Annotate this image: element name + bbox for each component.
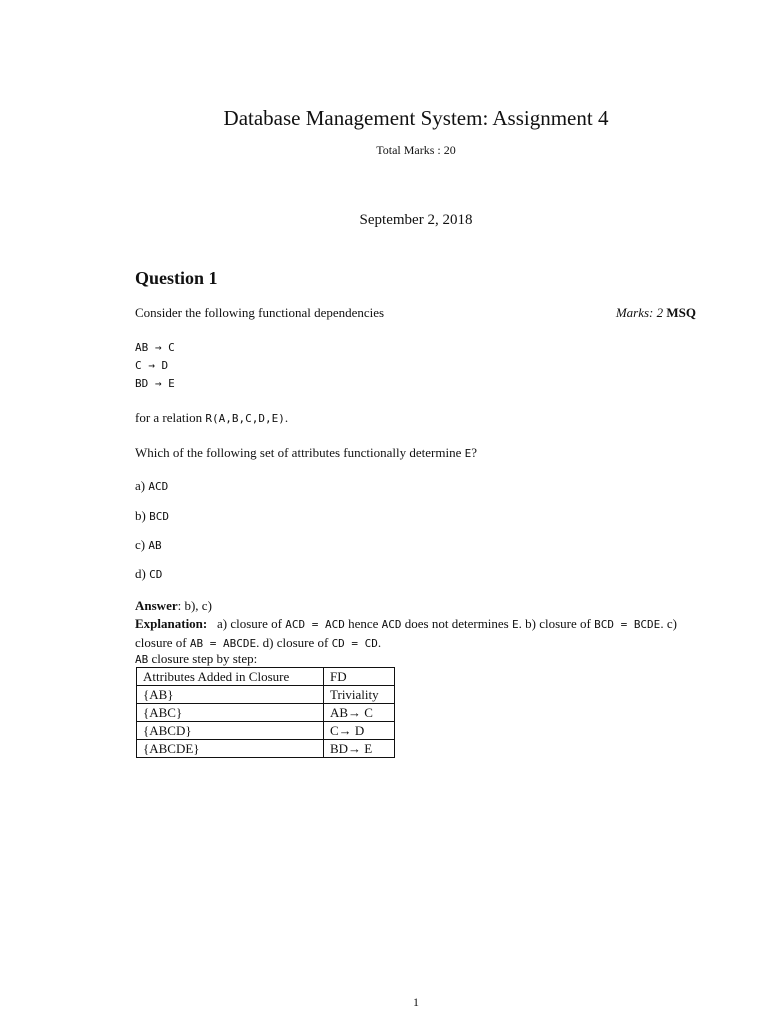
table-cell: {ABCDE} xyxy=(137,740,324,758)
ask-prefix: Which of the following set of attributes functionally determine xyxy=(135,445,465,460)
page-number: 1 xyxy=(413,995,419,1009)
explanation-text: . c) closure of xyxy=(135,616,681,650)
document-date: September 2, 2018 xyxy=(359,212,473,228)
relation-line xyxy=(135,410,288,426)
explanation-label: Explanation: xyxy=(135,616,208,631)
closure-steps-caption xyxy=(135,651,257,667)
functional-dependency: BD → E xyxy=(135,377,175,390)
explanation-text: . xyxy=(377,635,382,650)
relation-suffix: . xyxy=(284,410,289,425)
ask-suffix: ? xyxy=(471,445,478,460)
table-header: FD xyxy=(324,668,395,686)
closure-table xyxy=(136,667,395,758)
option-c xyxy=(135,537,162,553)
table-header-row xyxy=(137,668,395,686)
option-label: c) xyxy=(135,537,146,552)
option-label: d) xyxy=(135,566,146,581)
explanation-code: ACD = ACD xyxy=(285,618,345,631)
option-value: BCD xyxy=(149,510,169,523)
explanation-text: . b) closure of xyxy=(518,616,595,631)
table-row xyxy=(137,722,395,740)
table-row xyxy=(137,704,395,722)
table-row xyxy=(137,740,395,758)
steps-attribute: AB xyxy=(135,653,149,666)
explanation xyxy=(135,615,697,653)
table-cell: AB→ C xyxy=(324,704,395,722)
explanation-body xyxy=(135,616,680,650)
steps-text: closure step by step: xyxy=(148,651,258,666)
question-marks xyxy=(616,305,696,321)
option-value: ACD xyxy=(148,480,169,493)
explanation-text: hence xyxy=(344,616,382,631)
answer-value: : b), c) xyxy=(177,598,212,613)
ask-attribute: E xyxy=(464,447,472,460)
total-marks: Total Marks : 20 xyxy=(376,143,456,157)
explanation-text: does not determines xyxy=(401,616,512,631)
marks-label: Marks: 2 xyxy=(615,305,664,320)
explanation-code: E xyxy=(512,618,519,631)
explanation-code: BCD = BCDE xyxy=(594,618,661,631)
option-b xyxy=(135,508,169,524)
option-label: b) xyxy=(135,508,146,523)
table-cell: {ABC} xyxy=(137,704,324,722)
explanation-code: ACD xyxy=(381,618,402,631)
question-type: MSQ xyxy=(666,305,696,320)
answer-label: Answer xyxy=(135,598,178,613)
relation-schema: R(A,B,C,D,E) xyxy=(205,412,285,425)
document-title: Database Management System: Assignment 4 xyxy=(223,106,609,130)
option-a xyxy=(135,478,168,494)
option-value: CD xyxy=(149,568,163,581)
explanation-text: a) closure of xyxy=(207,616,286,631)
question-prompt: Consider the following functional dependencies xyxy=(135,305,385,320)
table-row xyxy=(137,686,395,704)
table-header: Attributes Added in Closure xyxy=(137,668,324,686)
functional-dependency: AB → C xyxy=(135,341,175,354)
answer-line xyxy=(135,598,212,614)
table-cell: {ABCD} xyxy=(137,722,324,740)
option-value: AB xyxy=(148,539,162,552)
functional-dependency: C → D xyxy=(135,359,169,372)
relation-prefix: for a relation xyxy=(135,410,206,425)
table-cell: C→ D xyxy=(324,722,395,740)
table-cell: BD→ E xyxy=(324,740,395,758)
explanation-code: CD = CD xyxy=(331,637,378,650)
option-d xyxy=(135,566,162,582)
table-cell: {AB} xyxy=(137,686,324,704)
explanation-text: . d) closure of xyxy=(256,635,332,650)
question-heading: Question 1 xyxy=(135,268,218,288)
option-label: a) xyxy=(135,478,146,493)
explanation-code: AB = ABCDE xyxy=(189,637,257,650)
table-cell: Triviality xyxy=(324,686,395,704)
question-ask xyxy=(135,445,477,461)
